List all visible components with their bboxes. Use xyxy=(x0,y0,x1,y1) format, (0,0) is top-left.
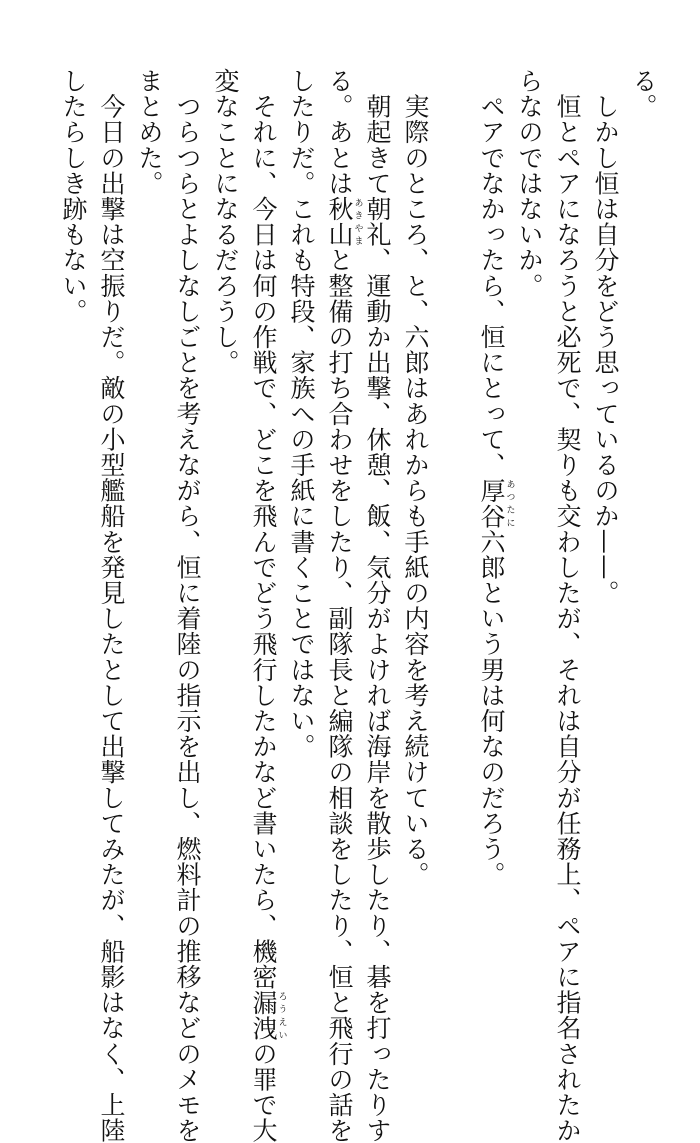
text-segment: の罪で大 xyxy=(249,1040,278,1143)
text-column xyxy=(56,68,90,324)
text-segment: つらつらとよしなしごとを考えながら、恒に着陸の指示を出し、燃料計の推移などのメモを xyxy=(173,68,202,1143)
ruby-reading: あつたに xyxy=(504,477,515,529)
ruby-word xyxy=(325,196,363,248)
ruby-word xyxy=(249,989,287,1041)
text-column xyxy=(94,68,128,1143)
text-segment: 実際のところ、と、六郎はあれからも手紙の内容を考え続けている。 xyxy=(401,68,430,888)
text-segment: したりだ。これも特段、家族への手紙に書くことではない。 xyxy=(287,68,316,760)
text-segment: 今日の出撃は空振りだ。敵の小型艦船を発見したとして出撃してみたが、船影はなく、上陸 xyxy=(97,68,126,1143)
text-segment: る。あとは xyxy=(325,68,354,196)
text-column xyxy=(398,68,432,887)
text-segment: まとめた。 xyxy=(135,68,164,196)
text-segment: 変なことになるだろうし。 xyxy=(211,68,240,376)
text-column xyxy=(550,68,584,1143)
text-column xyxy=(246,68,287,1143)
ruby-reading: あきやま xyxy=(352,196,363,248)
text-segment: らなのではないか。 xyxy=(515,68,544,299)
ruby-base: 秋山 xyxy=(325,196,354,248)
text-segment: る。 xyxy=(629,68,658,120)
text-column xyxy=(474,68,515,887)
ruby-reading: ろうえい xyxy=(276,989,287,1041)
text-column xyxy=(322,68,363,1143)
text-segment: ペアでなかったら、恒にとって、 xyxy=(477,68,506,478)
text-column xyxy=(132,68,166,196)
text-column xyxy=(170,68,204,1143)
text-column xyxy=(626,68,660,119)
text-column xyxy=(208,68,242,375)
text-segment: 恒とペアになろうと必死で、契りも交わしたが、それは自分が任務上、ペアに指名されたか xyxy=(553,68,582,1143)
ruby-base: 漏洩 xyxy=(249,989,278,1041)
text-column xyxy=(512,68,546,298)
text-segment: それに、今日は何の作戦で、どこを飛んでどう飛行したかなど書いたら、機密 xyxy=(249,68,278,990)
ruby-base: 厚谷 xyxy=(477,477,506,529)
text-column xyxy=(284,68,318,759)
text-segment: と整備の打ち合わせをしたり、副隊長と編隊の相談をしたり、恒と飛行の話を xyxy=(325,247,354,1143)
text-column xyxy=(360,68,394,1143)
text-segment: 六郎という男は何なのだろう。 xyxy=(477,528,506,888)
text-segment: 朝起きて朝礼、運動か出撃、休憩、飯、気分がよければ海岸を散歩したり、碁を打ったりす xyxy=(363,68,392,1143)
text-segment: しかし恒は自分をどう思っているのか——。 xyxy=(591,68,620,606)
text-segment: したらしき跡もない。 xyxy=(59,68,88,324)
text-column xyxy=(588,68,622,606)
ruby-word xyxy=(477,477,515,529)
